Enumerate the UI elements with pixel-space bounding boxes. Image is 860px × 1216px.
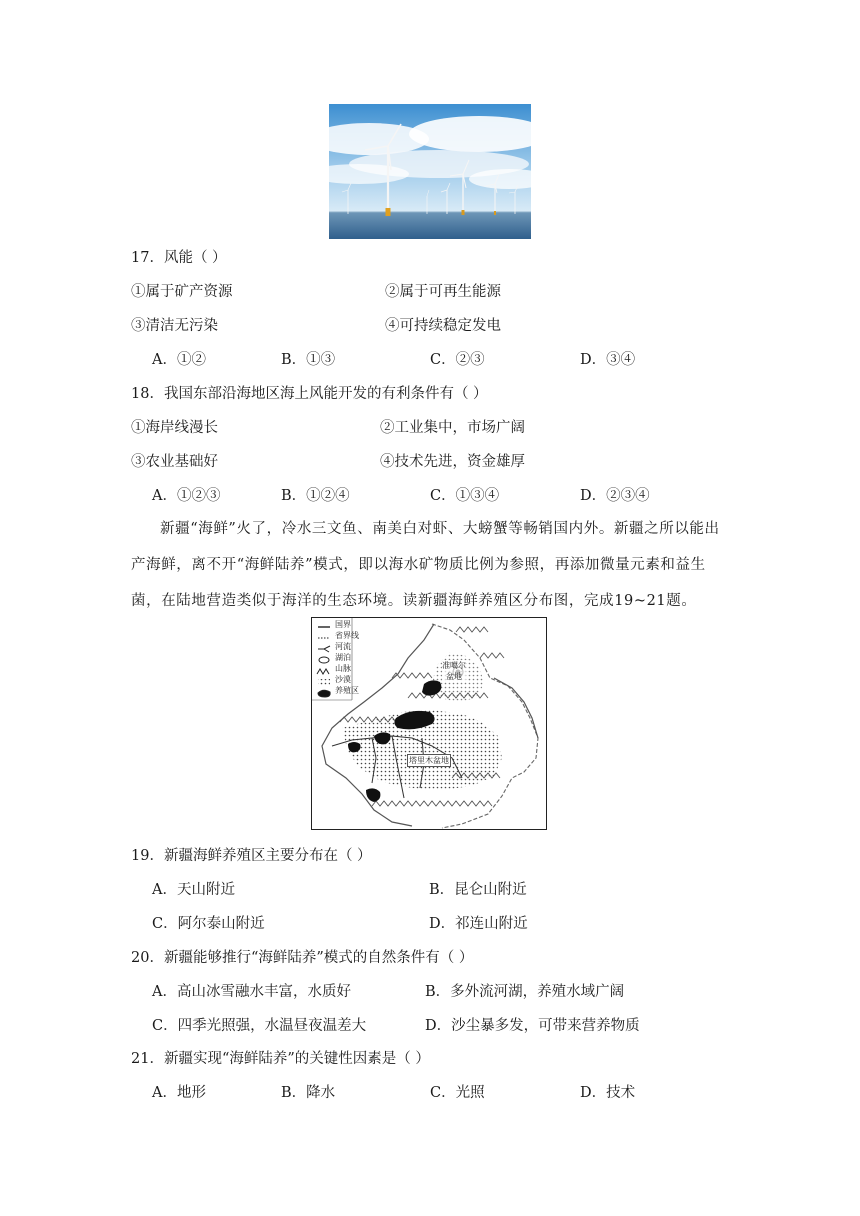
q17-item-2: ②属于可再生能源 (385, 284, 501, 300)
q21-option-d[interactable]: D．技术 (580, 1085, 636, 1101)
q17-option-c[interactable]: C．②③ (430, 352, 485, 368)
offshore-wind-farm-photo (329, 104, 531, 239)
q20-option-d[interactable]: D．沙尘暴多发，可带来营养物质 (425, 1018, 640, 1034)
q21-option-a[interactable]: A．地形 (152, 1085, 206, 1101)
legend-lake: 湖泊 (335, 653, 351, 662)
q18-item-1: ①海岸线漫长 (131, 420, 218, 436)
q17-option-a[interactable]: A．①② (152, 352, 206, 368)
question-18-stem: 18．我国东部沿海地区海上风能开发的有利条件有（ ） (131, 386, 488, 402)
q20-option-a[interactable]: A．高山冰雪融水丰富，水质好 (152, 984, 351, 1000)
question-21-stem: 21．新疆实现“海鲜陆养”的关键性因素是（ ） (131, 1051, 430, 1067)
q20-option-b[interactable]: B．多外流河湖，养殖水域广阔 (425, 984, 625, 1000)
q17-item-4: ④可持续稳定发电 (385, 318, 501, 334)
q19-option-b[interactable]: B．昆仑山附近 (429, 882, 527, 898)
q17-option-d[interactable]: D．③④ (580, 352, 636, 368)
question-19-stem: 19．新疆海鲜养殖区主要分布在（ ） (131, 848, 372, 864)
q19-option-a[interactable]: A．天山附近 (152, 882, 235, 898)
q18-item-3: ③农业基础好 (131, 454, 218, 470)
legend-provincial-border: 省界线 (335, 631, 359, 640)
q21-option-b[interactable]: B．降水 (281, 1085, 336, 1101)
q18-option-a[interactable]: A．①②③ (152, 488, 221, 504)
question-20-stem: 20．新疆能够推行“海鲜陆养”模式的自然条件有（ ） (131, 950, 474, 966)
reading-passage: 新疆“海鲜”火了，冷水三文鱼、南美白对虾、大螃蟹等畅销国内外。新疆之所以能出产海鲜，离不开“海鲜陆养”模式，即以海水矿物质比例为参照，再添加微量元素和益生菌，在陆地营造类似于海洋的生态环境。读新疆海鲜养殖区分布图，完成19~21题。 (131, 521, 720, 609)
q19-option-c[interactable]: C．阿尔泰山附近 (152, 916, 265, 932)
q17-item-3: ③清洁无污染 (131, 318, 218, 334)
q18-option-c[interactable]: C．①③④ (430, 488, 500, 504)
q17-item-1: ①属于矿产资源 (131, 284, 233, 300)
q18-option-d[interactable]: D．②③④ (580, 488, 650, 504)
q18-option-b[interactable]: B．①②④ (281, 488, 350, 504)
legend-mountain: 山脉 (335, 664, 351, 673)
legend-national-border: 国界 (335, 620, 351, 629)
q20-option-c[interactable]: C．四季光照强，水温昼夜温差大 (152, 1018, 367, 1034)
label-junggar-basin-1: 准噶尔 (442, 661, 466, 670)
legend-aquaculture-zone: 养殖区 (335, 686, 359, 695)
question-17-stem: 17．风能（ ） (131, 250, 227, 266)
q21-option-c[interactable]: C．光照 (430, 1085, 485, 1101)
q17-option-b[interactable]: B．①③ (281, 352, 336, 368)
q18-item-4: ④技术先进，资金雄厚 (380, 454, 525, 470)
legend-desert: 沙漠 (335, 675, 351, 684)
q19-option-d[interactable]: D．祁连山附近 (429, 916, 528, 932)
legend-river: 河流 (335, 642, 351, 651)
xinjiang-aquaculture-map (311, 617, 547, 830)
q18-item-2: ②工业集中，市场广阔 (380, 420, 525, 436)
label-tarim-basin: 塔里木盆地 (409, 756, 449, 765)
label-junggar-basin-2: 盆地 (446, 672, 462, 681)
